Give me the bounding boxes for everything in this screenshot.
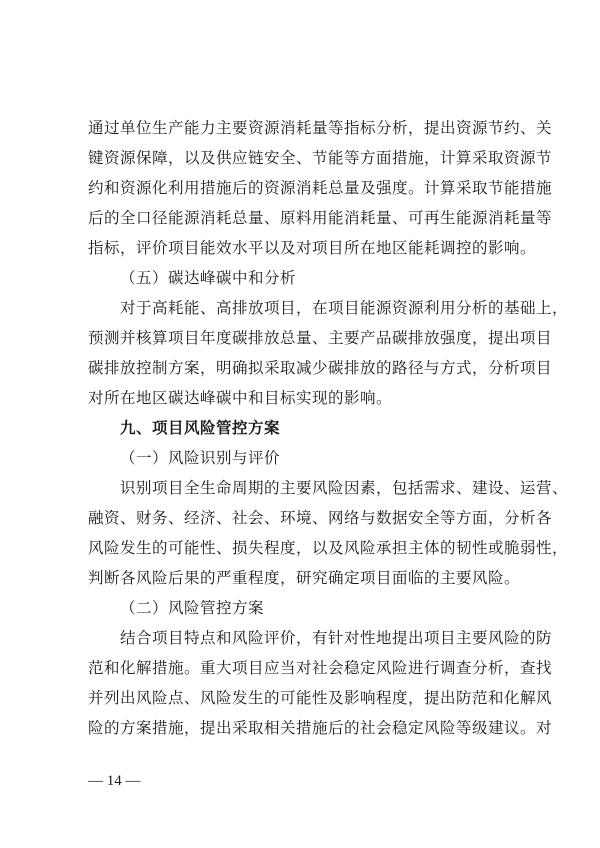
paragraph-line: 风险发生的可能性、损失程度，以及风险承担主体的韧性或脆弱性，	[88, 539, 569, 557]
paragraph-line: 通过单位生产能力主要资源消耗量等指标分析，提出资源节约、关	[88, 119, 553, 137]
paragraph-line: 键资源保障，以及供应链安全、节能等方面措施，计算采取资源节	[88, 149, 553, 167]
paragraph-line: 险的方案措施，提出采取相关措施后的社会稳定风险等级建议。对	[88, 719, 553, 737]
paragraph-line: 后的全口径能源消耗总量、原料用能消耗量、可再生能源消耗量等	[88, 209, 553, 227]
paragraph-line: 对于高耗能、高排放项目，在项目能源资源利用分析的基础上，	[120, 299, 569, 317]
paragraph-line: 指标，评价项目能效水平以及对项目所在地区能耗调控的影响。	[88, 239, 537, 257]
paragraph-line: 对所在地区碳达峰碳中和目标实现的影响。	[88, 389, 393, 407]
paragraph-line: 融资、财务、经济、社会、环境、网络与数据安全等方面，分析各	[88, 509, 553, 527]
paragraph-line: 并列出风险点、风险发生的可能性及影响程度，提出防范和化解风	[88, 689, 553, 707]
paragraph-line: 约和资源化利用措施后的资源消耗总量及强度。计算采取节能措施	[88, 179, 553, 197]
page-number: — 14 —	[88, 773, 141, 789]
paragraph-line: 判断各风险后果的严重程度，研究确定项目面临的主要风险。	[88, 569, 521, 587]
paragraph-line: 范和化解措施。重大项目应当对社会稳定风险进行调查分析，查找	[88, 659, 553, 677]
paragraph-line: 预测并核算项目年度碳排放总量、主要产品碳排放强度，提出项目	[88, 329, 553, 347]
paragraph-line: 识别项目全生命周期的主要风险因素，包括需求、建设、运营、	[120, 479, 569, 497]
paragraph-line: 结合项目特点和风险评价，有针对性地提出项目主要风险的防	[120, 629, 553, 647]
section-heading: （五）碳达峰碳中和分析	[120, 269, 297, 287]
chapter-heading: 九、项目风险管控方案	[120, 418, 281, 437]
section-heading: （一）风险识别与评价	[120, 449, 281, 467]
paragraph-line: 碳排放控制方案，明确拟采取减少碳排放的路径与方式，分析项目	[88, 359, 553, 377]
section-heading: （二）风险管控方案	[120, 599, 265, 617]
